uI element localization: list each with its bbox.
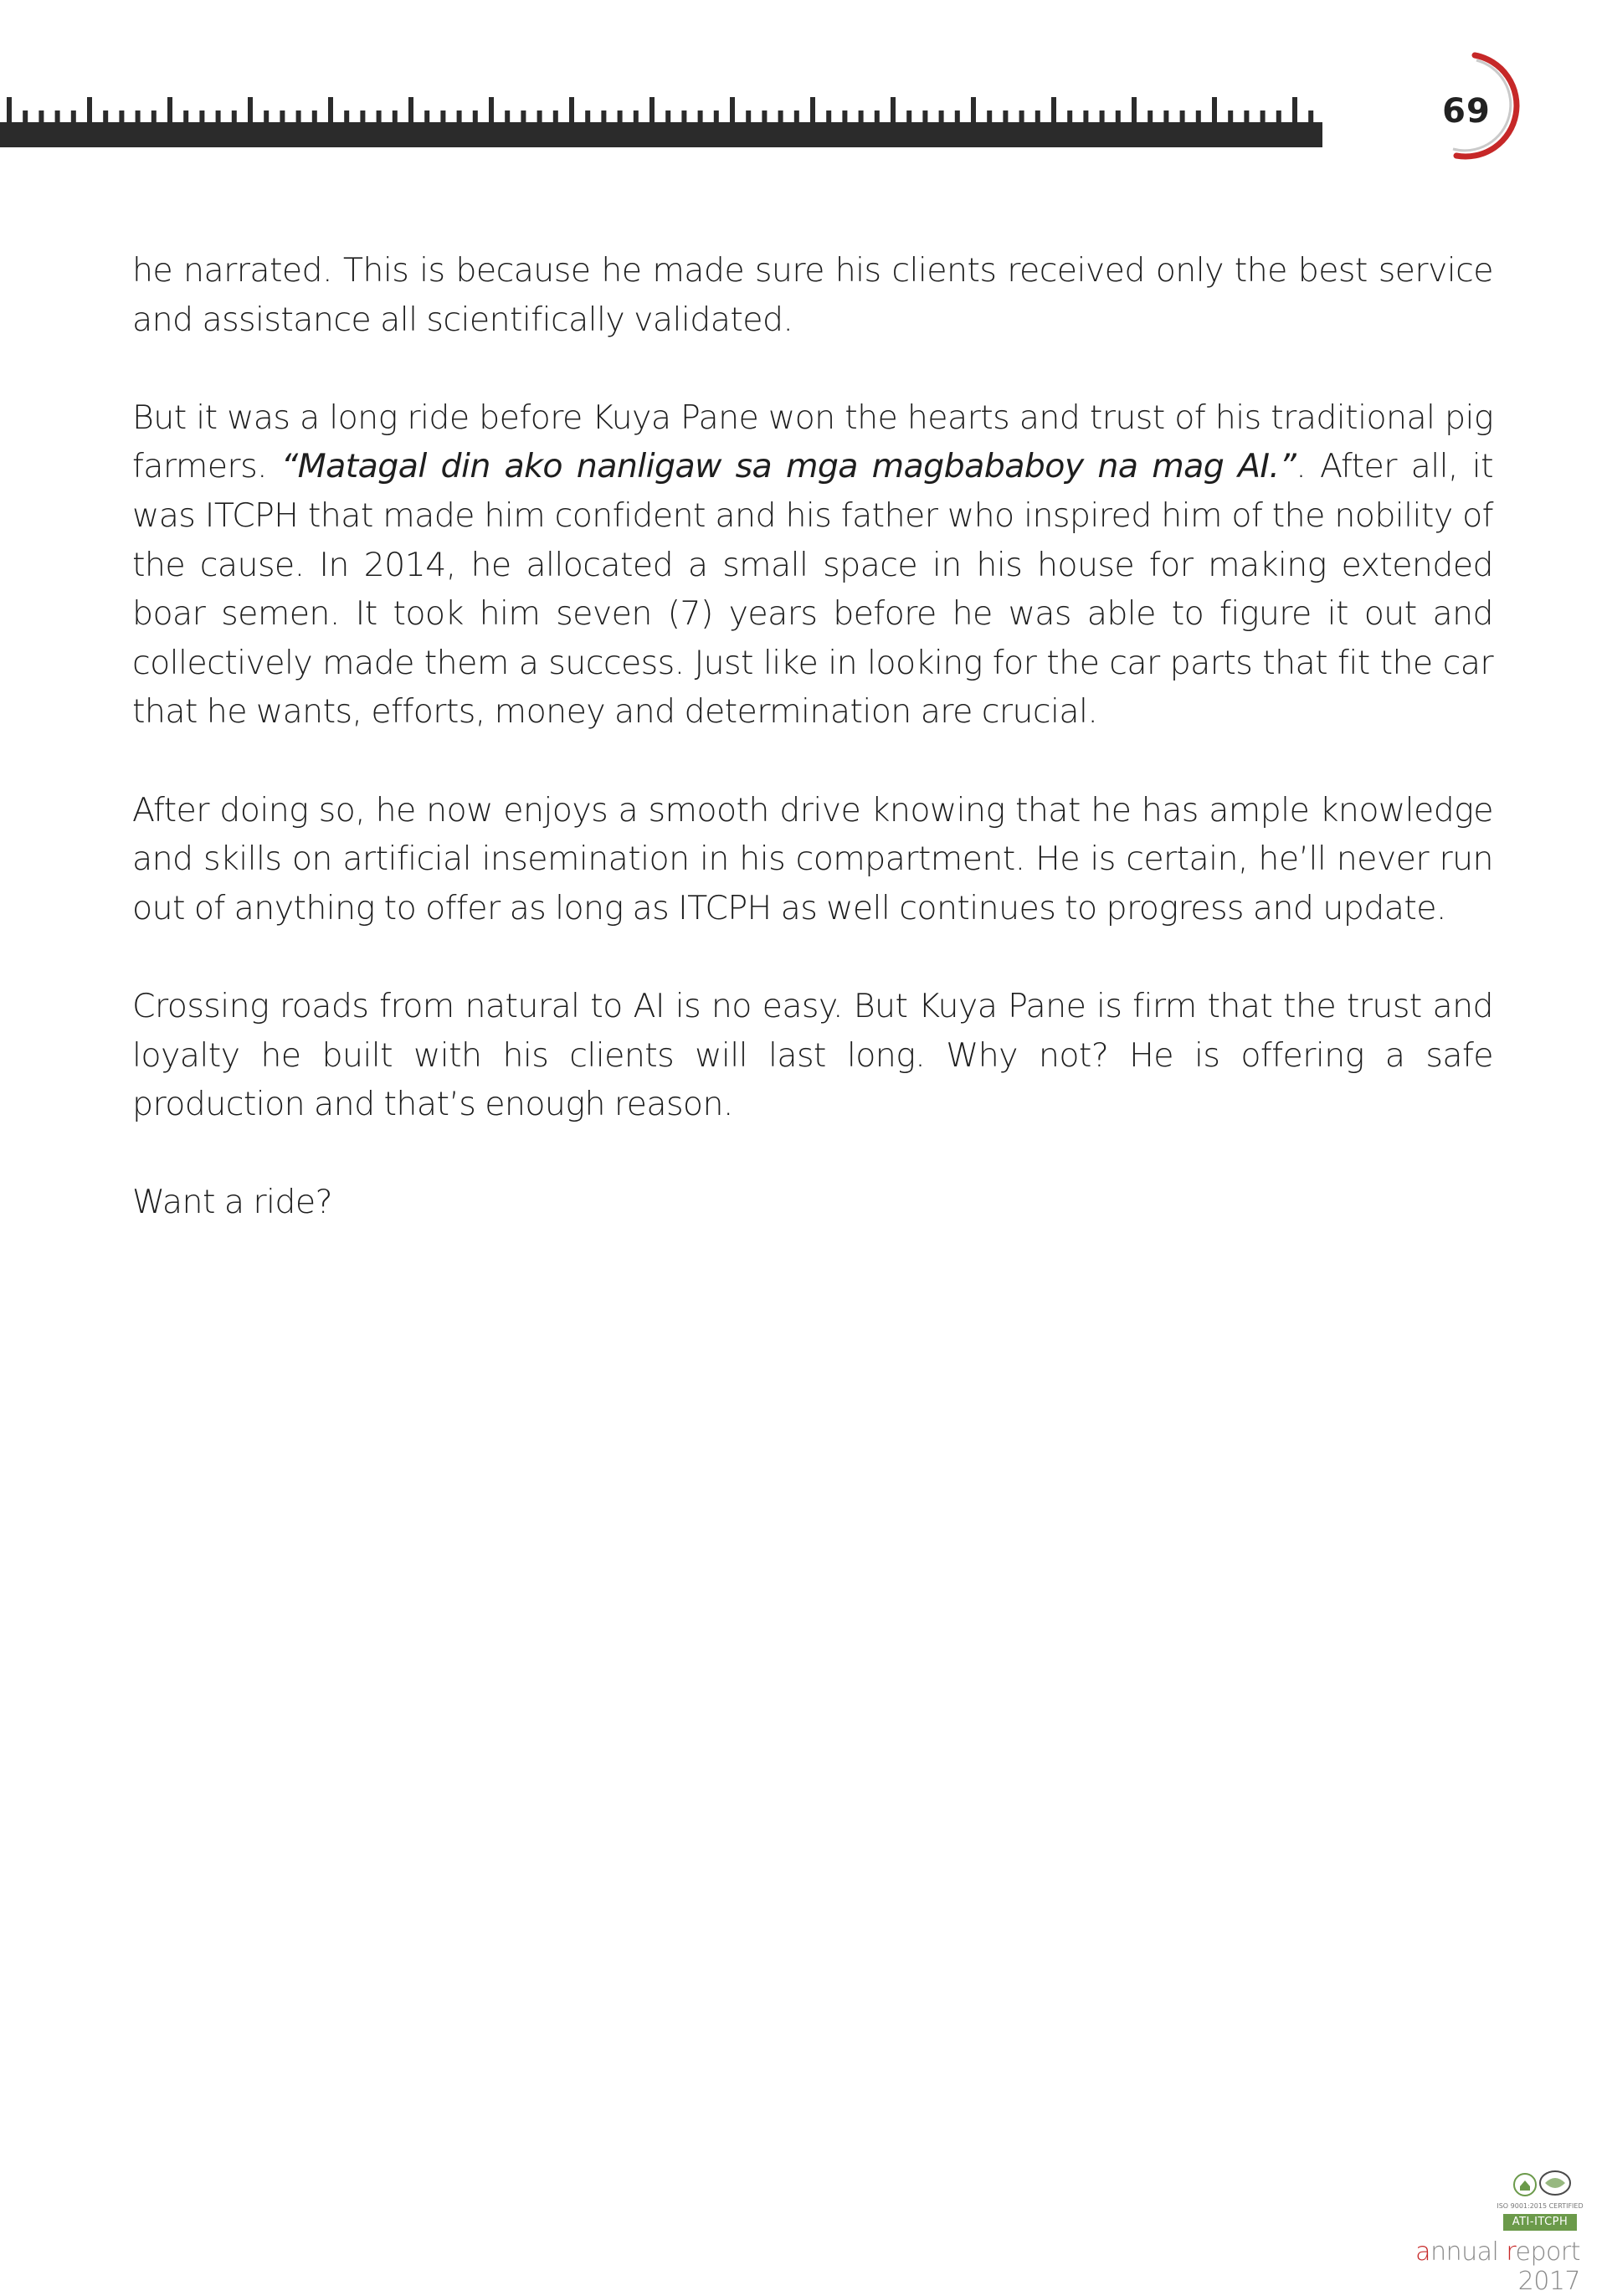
article-body bbox=[132, 246, 1493, 1276]
ruler-tick bbox=[762, 110, 767, 123]
paragraph-2 bbox=[132, 393, 1493, 737]
ruler-tick bbox=[248, 97, 253, 123]
page-number: 69 bbox=[1442, 92, 1491, 131]
ruler-tick bbox=[714, 110, 719, 123]
ruler-tick bbox=[1244, 110, 1249, 123]
ruler-tick bbox=[360, 110, 365, 123]
paragraph-4 bbox=[132, 982, 1493, 1129]
ruler-tick bbox=[649, 97, 655, 123]
ruler-tick bbox=[569, 97, 574, 123]
ruler-tick bbox=[1035, 110, 1040, 123]
ruler-bar bbox=[0, 122, 1322, 147]
ruler-tick bbox=[1147, 110, 1153, 123]
ruler-tick bbox=[1163, 110, 1168, 123]
ruler-tick bbox=[1228, 110, 1233, 123]
ruler-tick bbox=[393, 110, 398, 123]
paragraph-5-text: Want a ride? bbox=[132, 1183, 332, 1222]
ruler-tick bbox=[1276, 110, 1281, 123]
ruler-tick bbox=[922, 110, 927, 123]
ruler-tick bbox=[119, 110, 124, 123]
ruler-tick bbox=[489, 97, 494, 123]
ruler-tick bbox=[585, 110, 590, 123]
certification-label: ATI-ITCPH bbox=[1503, 2214, 1577, 2231]
ruler-tick bbox=[1116, 110, 1121, 123]
ruler-tick bbox=[328, 97, 333, 123]
ruler-tick bbox=[955, 110, 960, 123]
ruler-tick bbox=[891, 97, 896, 123]
ruler-tick bbox=[183, 110, 188, 123]
ruler-tick bbox=[537, 110, 542, 123]
ruler-tick bbox=[1180, 110, 1185, 123]
ruler-tick bbox=[1260, 110, 1266, 123]
ruler-tick bbox=[1067, 110, 1072, 123]
ruler-tick bbox=[1308, 110, 1313, 123]
paragraph-3 bbox=[132, 786, 1493, 933]
ruler-tick bbox=[440, 110, 445, 123]
ruler-tick bbox=[199, 110, 204, 123]
paragraph-2-text-before: But it was a long ride before Kuya Pane won the hearts and trust of his traditional pig farmers. bbox=[132, 398, 1493, 486]
ruler-tick bbox=[1132, 97, 1137, 123]
ruler-tick bbox=[1019, 110, 1024, 123]
ruler-tick bbox=[216, 110, 221, 123]
paragraph-2-text-after: . After all, it was ITCPH that made him confident and his father who inspired him of the nobility of the cause. In 2014, he allocated a small space in his house for making extended boar semen. It took him seven (7) years before he was able to figure it out and collectively made them a success. Just like in looking for the car parts that fit the car that he wants, efforts, money and determination are crucial. bbox=[132, 447, 1494, 732]
ruler-tick bbox=[232, 110, 237, 123]
header-ruler bbox=[0, 84, 1322, 147]
paragraph-5 bbox=[132, 1178, 1493, 1227]
ruler-tick bbox=[1212, 97, 1217, 123]
ruler-tick bbox=[859, 110, 864, 123]
ruler-tick bbox=[1100, 110, 1105, 123]
ruler-tick bbox=[906, 110, 911, 123]
ruler-tick bbox=[794, 110, 799, 123]
ruler-tick bbox=[7, 97, 12, 123]
ruler-tick bbox=[408, 97, 413, 123]
ruler-graphic bbox=[0, 84, 1322, 147]
ruler-tick bbox=[553, 110, 558, 123]
ruler-tick bbox=[344, 110, 349, 123]
ruler-tick bbox=[296, 110, 301, 123]
ruler-tick bbox=[971, 97, 976, 123]
ruler-tick bbox=[377, 110, 382, 123]
ruler-tick bbox=[103, 110, 108, 123]
ruler-tick bbox=[1083, 110, 1088, 123]
ruler-tick bbox=[521, 110, 526, 123]
ruler-tick bbox=[71, 110, 76, 123]
ruler-tick bbox=[167, 97, 172, 123]
ruler-tick bbox=[778, 110, 783, 123]
footer-report-title bbox=[1381, 2237, 1580, 2296]
ruler-tick bbox=[39, 110, 44, 123]
ruler-tick bbox=[264, 110, 269, 123]
ruler-tick bbox=[280, 110, 285, 123]
ruler-tick bbox=[1051, 97, 1056, 123]
ruler-tick bbox=[312, 110, 317, 123]
ruler-tick bbox=[939, 110, 944, 123]
ruler-tick bbox=[87, 97, 92, 123]
paragraph-1 bbox=[132, 246, 1493, 344]
ruler-tick bbox=[810, 97, 815, 123]
paragraph-3-text: After doing so, he now enjoys a smooth drive knowing that he has ample knowledge and skills on artificial insemination in his compartment. He is certain, he’ll never run out of anything to offer as long as ITCPH as well continues to progress and update. bbox=[132, 790, 1493, 927]
ruler-tick bbox=[746, 110, 751, 123]
ruler-tick bbox=[875, 110, 880, 123]
ruler-tick bbox=[151, 110, 157, 123]
ruler-tick bbox=[136, 110, 141, 123]
ruler-tick bbox=[1292, 97, 1297, 123]
ruler-tick bbox=[618, 110, 623, 123]
certification-text: ISO 9001:2015 CERTIFIED bbox=[1497, 2202, 1584, 2210]
paragraph-2-quote: “Matagal din ako nanligaw sa mga magbababoy na mag AI.” bbox=[280, 447, 1296, 486]
ruler-tick bbox=[1196, 110, 1201, 123]
footer-title-part-1: nnual bbox=[1430, 2237, 1507, 2267]
ruler-tick bbox=[826, 110, 831, 123]
ruler-tick bbox=[424, 110, 429, 123]
ruler-tick bbox=[473, 110, 478, 123]
ruler-tick bbox=[1003, 110, 1008, 123]
paragraph-4-text: Crossing roads from natural to AI is no easy. But Kuya Pane is firm that the trust and loyalty he built with his clients will last long. Why not? He is offering a safe production and that’s enough reason. bbox=[132, 986, 1493, 1124]
ruler-tick bbox=[23, 110, 28, 123]
footer-title-part-2: eport 2017 bbox=[1515, 2237, 1580, 2296]
ruler-tick bbox=[55, 110, 60, 123]
footer-title-accent-a: a bbox=[1415, 2237, 1431, 2267]
ruler-tick bbox=[665, 110, 670, 123]
ruler-tick bbox=[987, 110, 992, 123]
ruler-tick bbox=[842, 110, 847, 123]
ruler-tick bbox=[457, 110, 462, 123]
ruler-tick bbox=[730, 97, 735, 123]
ruler-tick bbox=[634, 110, 639, 123]
ruler-tick bbox=[698, 110, 703, 123]
ruler-tick bbox=[601, 110, 606, 123]
ruler-tick bbox=[681, 110, 686, 123]
footer-title-accent-r: r bbox=[1506, 2237, 1516, 2267]
paragraph-1-text: he narrated. This is because he made sure his clients received only the best service and assistance all scientifically validated. bbox=[132, 251, 1493, 339]
ruler-tick bbox=[505, 110, 510, 123]
